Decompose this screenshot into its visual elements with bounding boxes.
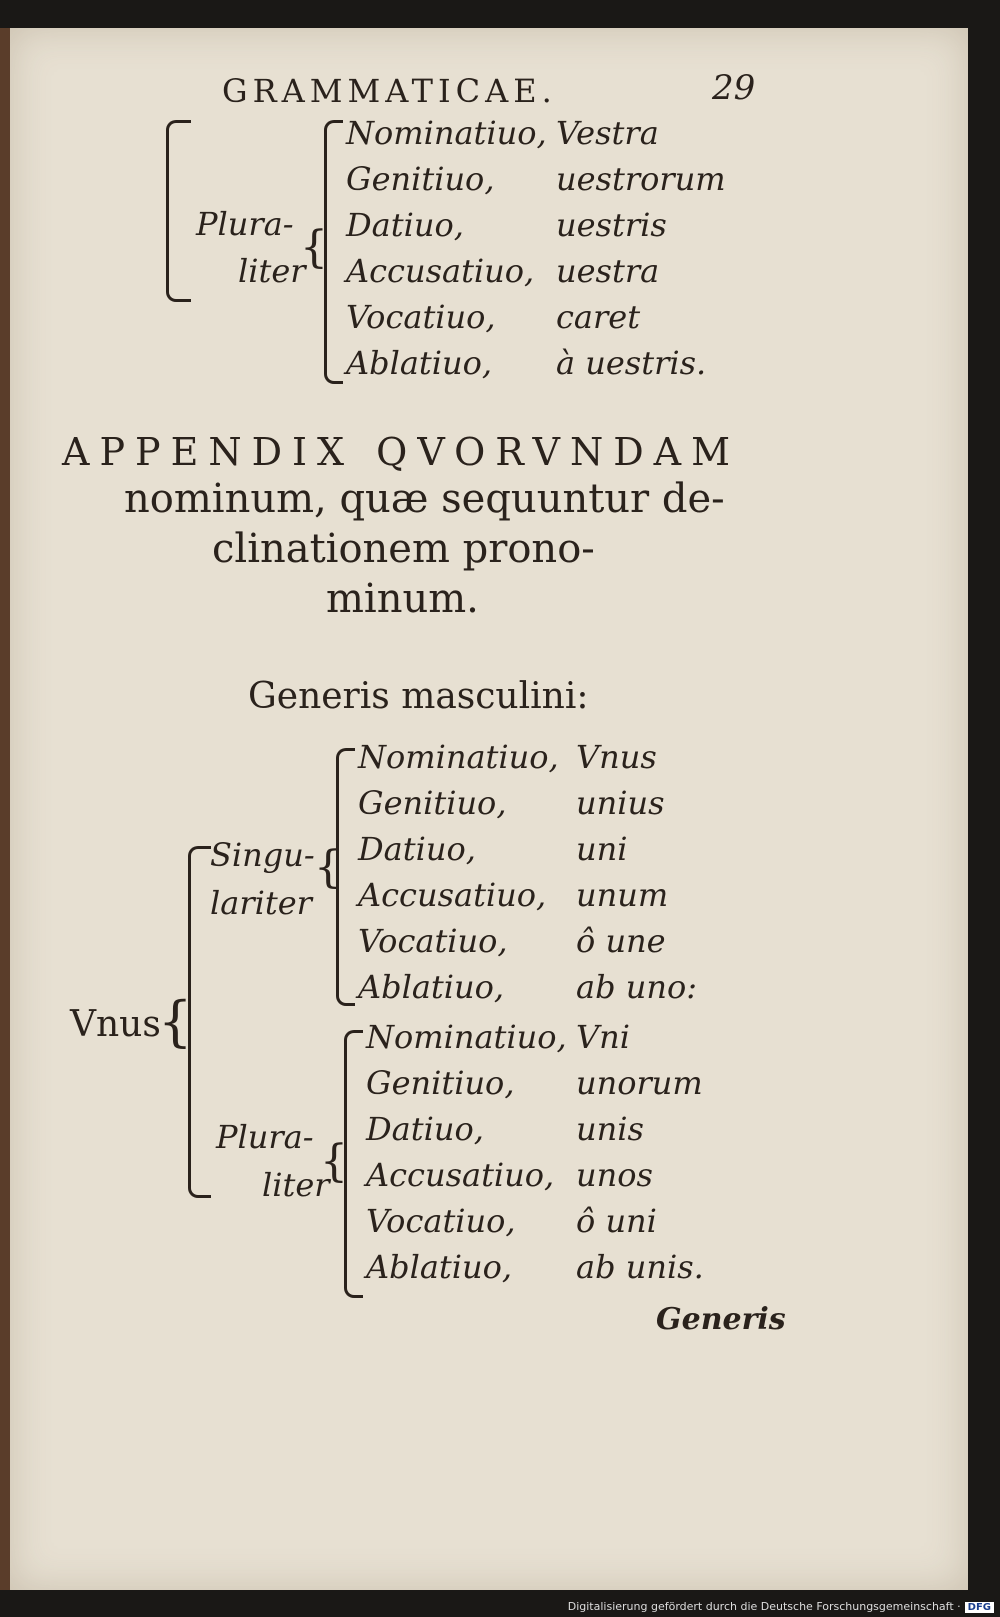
running-head: GRAMMATICAE. xyxy=(222,72,557,110)
brace-plural-point: { xyxy=(320,1136,348,1187)
plural-form: unis xyxy=(576,1110,644,1148)
outer-bracket-top xyxy=(166,120,191,302)
group-label-singulariter-line2: lariter xyxy=(210,884,312,922)
plural-case-label: Nominatiuo, xyxy=(366,1018,567,1056)
singular-case-label: Nominatiuo, xyxy=(358,738,559,776)
top-table-form: caret xyxy=(556,298,641,336)
singular-case-label: Vocatiuo, xyxy=(358,922,508,960)
singular-case-label: Accusatiuo, xyxy=(358,876,547,914)
top-table-form: Vestra xyxy=(556,114,659,152)
top-table-case-label: Genitiuo, xyxy=(346,160,495,198)
singular-form: Vnus xyxy=(576,738,657,776)
page-number: 29 xyxy=(712,68,756,108)
group-label-singulariter-line1: Singu- xyxy=(210,836,315,874)
plural-form: unos xyxy=(576,1156,653,1194)
footer-text: Digitalisierung gefördert durch die Deutsche Forschungsgemeinschaft · xyxy=(567,1600,961,1613)
brace-vnus xyxy=(188,846,211,1198)
plural-form: unorum xyxy=(576,1064,703,1102)
brace-singular-point: { xyxy=(314,842,342,893)
brace-vnus-point: { xyxy=(158,990,193,1053)
digitization-footer xyxy=(568,1600,994,1613)
top-table-form: uestris xyxy=(556,206,667,244)
singular-form: ab uno: xyxy=(576,968,697,1006)
section-heading-line4: minum. xyxy=(326,576,479,622)
singular-case-label: Datiuo, xyxy=(358,830,476,868)
lemma-vnus: Vnus xyxy=(70,1004,161,1045)
singular-case-label: Ablatiuo, xyxy=(358,968,505,1006)
singular-form: unius xyxy=(576,784,665,822)
section-heading-line2: nominum, quæ sequuntur de- xyxy=(124,476,725,522)
brace-point: { xyxy=(300,222,328,273)
top-table-form: uestrorum xyxy=(556,160,726,198)
plural-case-label: Genitiuo, xyxy=(366,1064,515,1102)
catchword: Generis xyxy=(656,1302,786,1337)
group-label-pluraliter2-line2: liter xyxy=(262,1166,330,1204)
singular-form: unum xyxy=(576,876,669,914)
plural-form: Vni xyxy=(576,1018,630,1056)
top-table-case-label: Accusatiuo, xyxy=(346,252,535,290)
top-table-form: à uestris. xyxy=(556,344,707,382)
plural-form: ô uni xyxy=(576,1202,657,1240)
top-table-form: uestra xyxy=(556,252,660,290)
plural-case-label: Datiuo, xyxy=(366,1110,484,1148)
top-table-case-label: Vocatiuo, xyxy=(346,298,496,336)
top-table-case-label: Datiuo, xyxy=(346,206,464,244)
plural-case-label: Vocatiuo, xyxy=(366,1202,516,1240)
plural-case-label: Ablatiuo, xyxy=(366,1248,513,1286)
plural-form: ab unis. xyxy=(576,1248,704,1286)
singular-case-label: Genitiuo, xyxy=(358,784,507,822)
top-table-case-label: Ablatiuo, xyxy=(346,344,493,382)
group-label-pluraliter-line1: Plura- xyxy=(196,205,294,243)
plural-case-label: Accusatiuo, xyxy=(366,1156,555,1194)
singular-form: ô une xyxy=(576,922,666,960)
group-label-pluraliter-line2: liter xyxy=(238,252,306,290)
dfg-logo: DFG xyxy=(965,1602,994,1613)
subheading: Generis masculini: xyxy=(248,676,589,717)
group-label-pluraliter2-line1: Plura- xyxy=(216,1118,314,1156)
singular-form: uni xyxy=(576,830,628,868)
section-heading-line1: APPENDIX QVORVNDAM xyxy=(62,430,741,474)
section-heading-line3: clinationem prono- xyxy=(212,526,595,572)
top-table-case-label: Nominatiuo, xyxy=(346,114,547,152)
